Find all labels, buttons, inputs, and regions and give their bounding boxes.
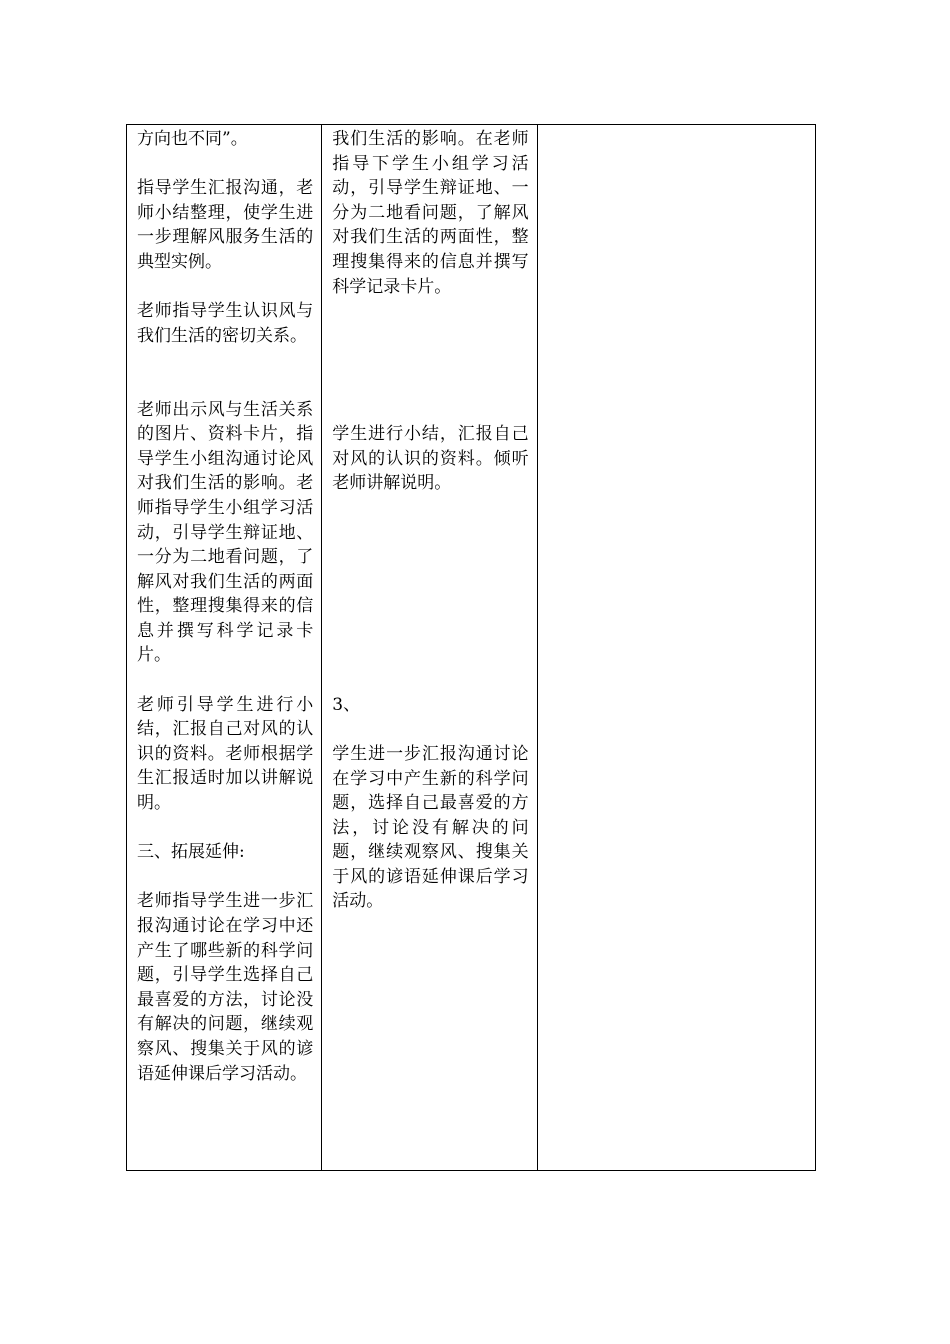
- student-activity-cell: [322, 125, 537, 1171]
- col2-paragraph-3: 3、: [332, 694, 361, 715]
- col2-paragraph-2: 学生进行小结，汇报自己对风的认识的资料。倾听老师讲解说明。: [332, 424, 529, 494]
- col2-paragraph-4: 学生进一步汇报沟通讨论在学习中产生新的科学问题，选择自己最喜爱的方法，讨论没有解决的问题，继续观察风、搜集关于风的谚语延伸课后学习活动。: [332, 743, 529, 912]
- col1-paragraph-4: 老师出示风与生活关系的图片、资料卡片，指导学生小组沟通讨论风对我们生活的影响。老师指导学生小组学习活动，引导学生辩证地、一分为二地看问题，了解风对我们生活的两面性，整理搜集得来的信息并撰写科学记录卡片。: [137, 399, 314, 666]
- col1-paragraph-5: 老师引导学生进行小结，汇报自己对风的认识的资料。老师根据学生汇报适时加以讲解说明。: [137, 694, 314, 814]
- section-heading-extension: 三、拓展延伸:: [137, 842, 245, 863]
- notes-cell: [537, 125, 815, 1171]
- lesson-plan-table: [126, 124, 816, 1171]
- col1-paragraph-7: 老师指导学生进一步汇报沟通讨论在学习中还产生了哪些新的科学问题，引导学生选择自己最喜爱的方法，讨论没有解决的问题，继续观察风、搜集关于风的谚语延伸课后学习活动。: [137, 891, 314, 1084]
- col1-paragraph-1: 方向也不同”。: [137, 129, 248, 149]
- col1-paragraph-2: 指导学生汇报沟通，老师小结整理，使学生进一步理解风服务生活的典型实例。: [137, 178, 314, 272]
- table-row: [127, 125, 816, 1171]
- col1-paragraph-3: 老师指导学生认识风与我们生活的密切关系。: [137, 301, 314, 346]
- col2-paragraph-1: 我们生活的影响。在老师指导下学生小组学习活动，引导学生辩证地、一分为二地看问题，了解风对我们生活的两面性，整理搜集得来的信息并撰写科学记录卡片。: [332, 129, 529, 297]
- teacher-activity-cell: [127, 125, 322, 1171]
